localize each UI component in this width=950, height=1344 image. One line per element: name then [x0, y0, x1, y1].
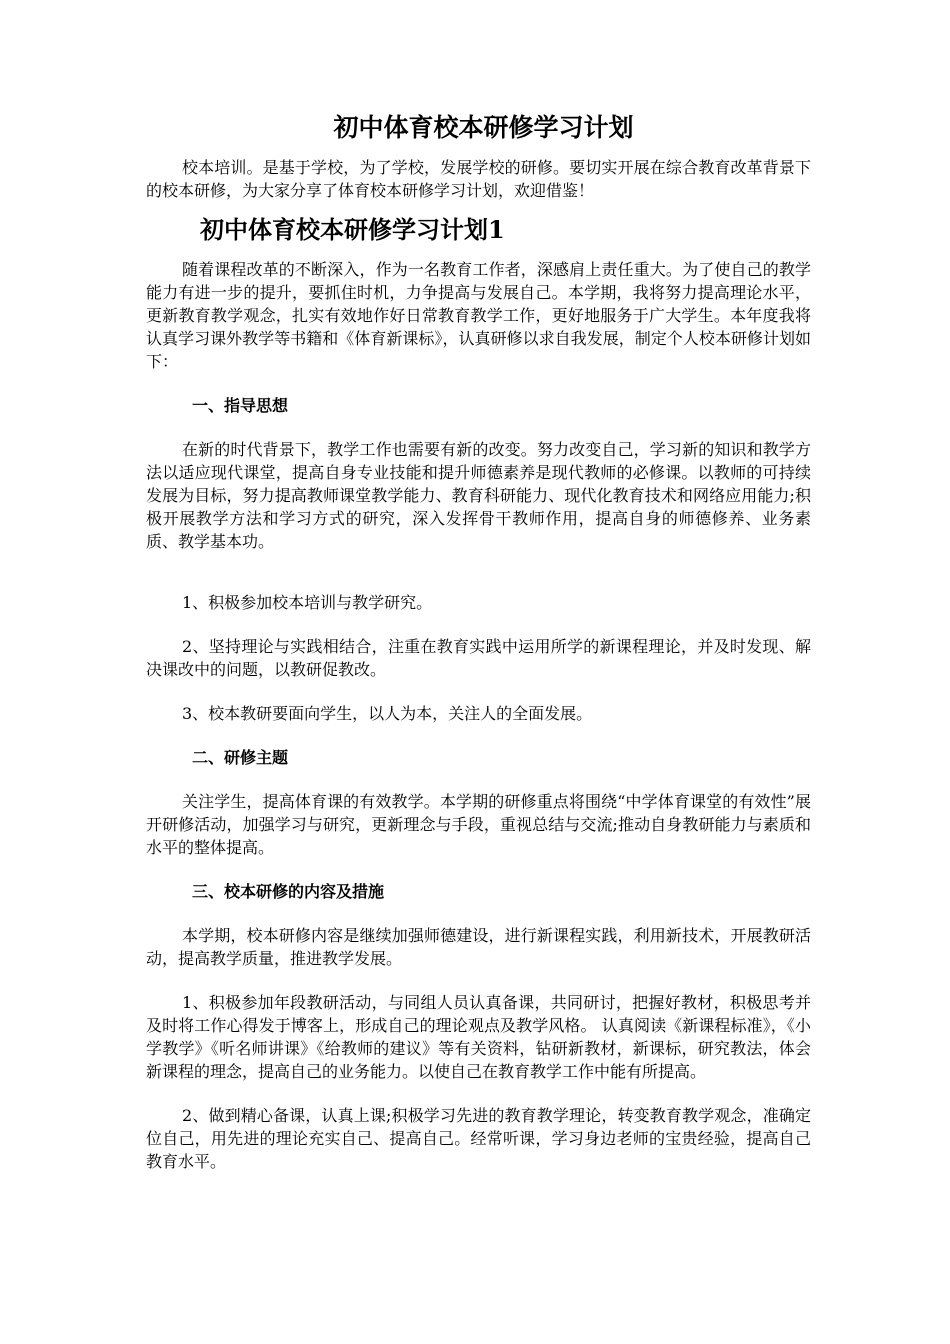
spacer: [146, 681, 811, 702]
spacer: [146, 202, 811, 214]
research-theme-paragraph: 关注学生，提高体育课的有效教学。本学期的研修重点将围绕“中学体育课堂的有效性”展开研修活动，加强学习与研究，更新理念与手段，重视总结与交流;推动自身教研能力与素质和水平的整体提高。: [146, 792, 811, 857]
heading-guiding-thought: 一、指导思想: [192, 396, 289, 415]
spacer: [146, 614, 811, 635]
intro-paragraph: 校本培训。是基于学校，为了学校，发展学校的研修。要切实开展在综合教育改革背景下的校本研修，为大家分享了体育校本研修学习计划，欢迎借鉴！: [146, 158, 811, 200]
spacer: [146, 769, 811, 790]
point-item: 3、校本教研要面向学生，以人为本，关注人的全面发展。: [182, 704, 593, 723]
spacer: [146, 903, 811, 924]
spacer: [146, 725, 811, 746]
spacer: [146, 373, 811, 394]
point-item: 1、积极参加校本培训与教学研究。: [182, 593, 433, 612]
spacer: [146, 246, 811, 258]
heading-research-theme: 二、研修主题: [192, 748, 289, 767]
section-title: 初中体育校本研修学习计划1: [200, 215, 505, 244]
heading-content-measures: 三、校本研修的内容及措施: [192, 882, 385, 901]
spacer: [146, 553, 811, 591]
content-measures-paragraph: 本学期，校本研修内容是继续加强师德建设，进行新课程实践，利用新技术，开展教研活动，提高教学质量，推进教学发展。: [146, 926, 811, 968]
spacer: [146, 1083, 811, 1104]
document-title: 初中体育校本研修学习计划: [333, 113, 634, 142]
spacer: [146, 970, 811, 991]
spacer: [146, 859, 811, 880]
spacer: [146, 417, 811, 438]
document-page: [146, 112, 811, 1173]
measure-item: 1、积极参加年段教研活动，与同组人员认真备课，共同研讨，把握好教材，积极思考并及时将工作心得发于博客上，形成自己的理论观点及教学风格。 认真阅读《新课程标准》，《小学教学》《听名师讲课》《给教师的建议》等有关资料，钻研新教材，新课标，研究教法，体会新课程的理念，提高自己的业务能力。以使自己在教育教学工作中能有所提高。: [146, 993, 811, 1081]
guiding-thought-paragraph: 在新的时代背景下，教学工作也需要有新的改变。努力改变自己，学习新的知识和教学方法以适应现代课堂，提高自身专业技能和提升师德素养是现代教师的必修课。以教师的可持续发展为目标，努力提高教师课堂教学能力、教育科研能力、现代化教育技术和网络应用能力;积极开展教学方法和学习方式的研究，深入发挥骨干教师作用，提高自身的师德修养、业务素质、教学基本功。: [146, 440, 811, 551]
measure-item: 2、做到精心备课，认真上课;积极学习先进的教育教学理论，转变教育教学观念，准确定位自己，用先进的理论充实自己、提高自己。经常听课，学习身边老师的宝贵经验，提高自己教育水平。: [146, 1106, 811, 1171]
point-item: 2、坚持理论与实践相结合，注重在教育实践中运用所学的新课程理论，并及时发现、解决课改中的问题，以教研促教改。: [146, 637, 811, 679]
section-intro-paragraph: 随着课程改革的不断深入，作为一名教育工作者，深感肩上责任重大。为了使自己的教学能力有进一步的提升，要抓住时机，力争提高与发展自己。本学期，我将努力提高理论水平，更新教育教学观念，扎实有效地作好日常教育教学工作，更好地服务于广大学生。本年度我将认真学习课外教学等书籍和《体育新课标》，认真研修以求自我发展，制定个人校本研修计划如下：: [146, 260, 811, 371]
